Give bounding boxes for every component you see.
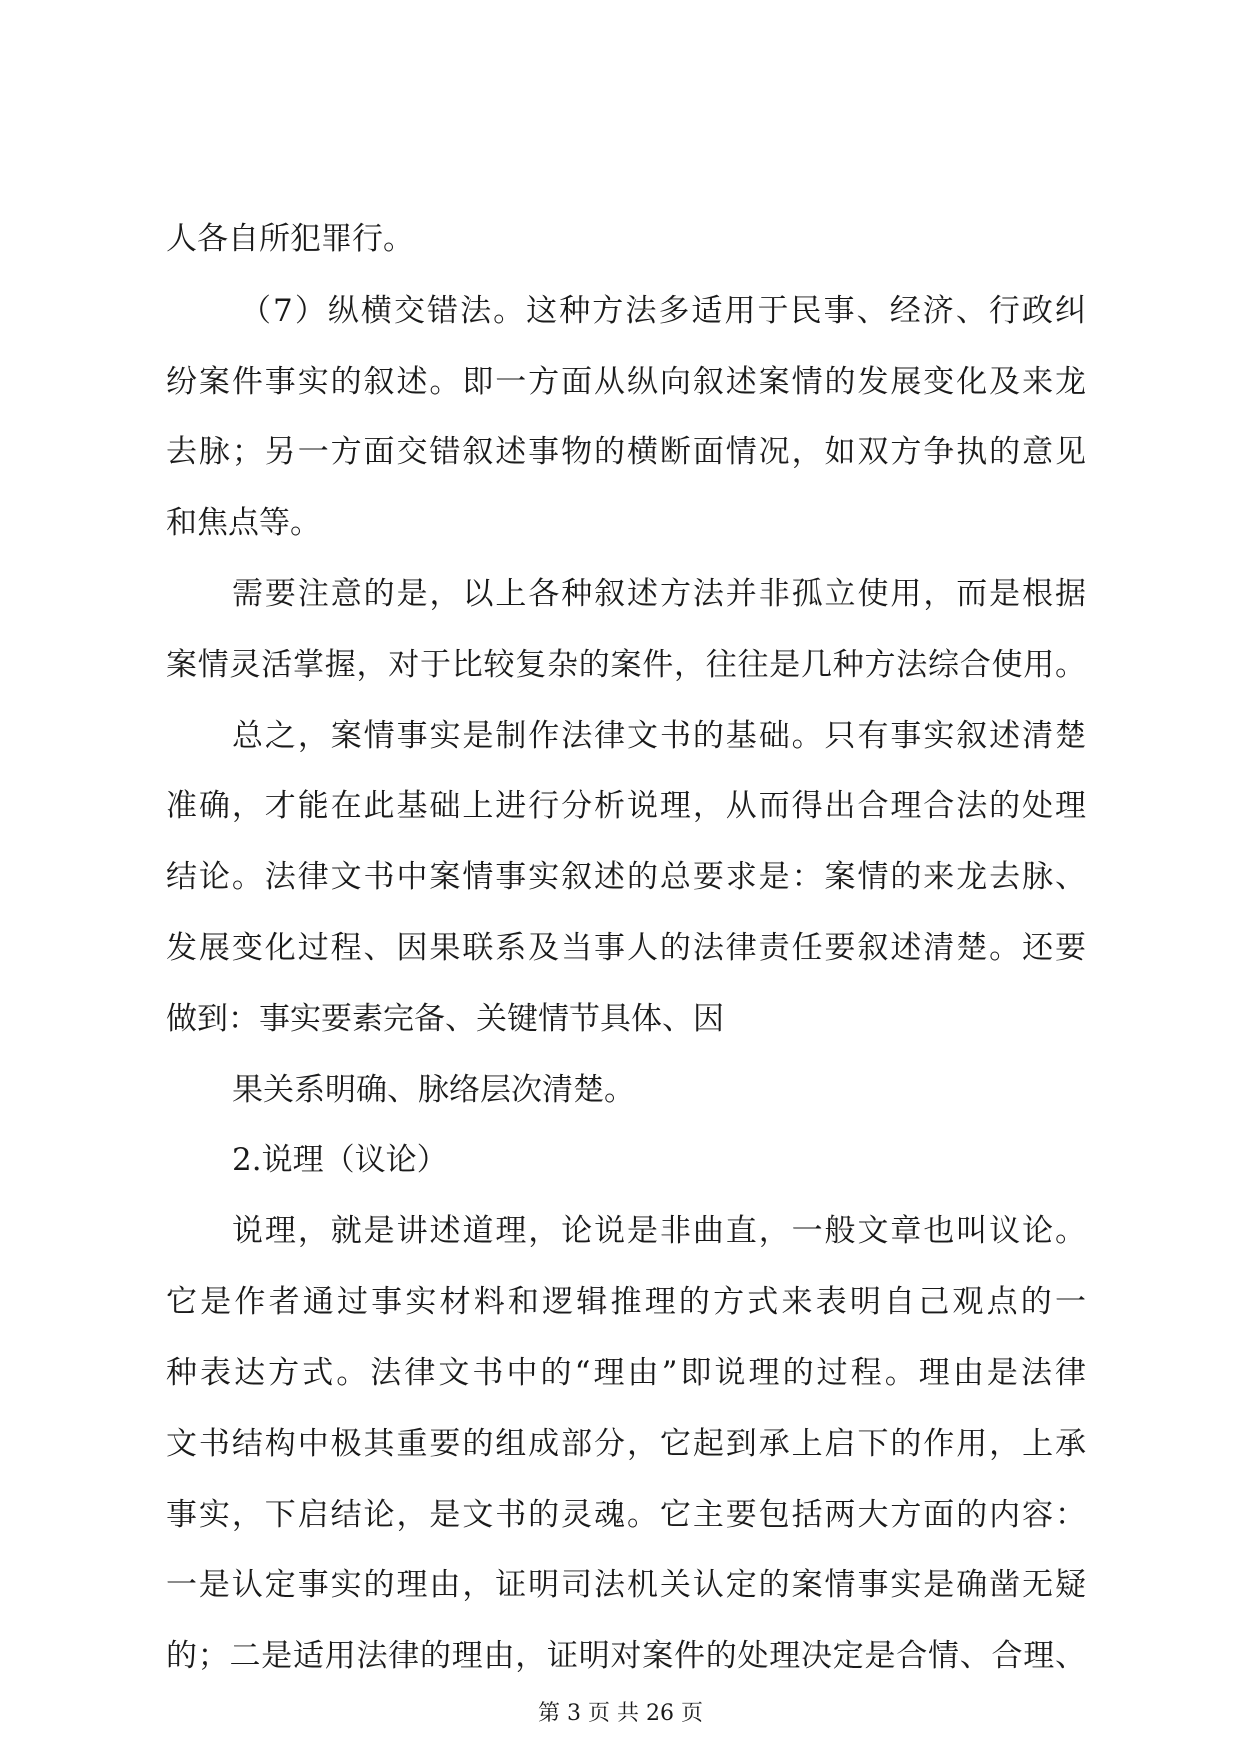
body-line: 人各自所犯罪行。	[166, 221, 414, 257]
body-line: 的；二是适用法律的理由，证明对案件的处理决定是合情、合理、	[166, 1638, 1086, 1674]
body-line: 纷案件事实的叙述。即一方面从纵向叙述案情的发展变化及来龙	[166, 364, 1086, 400]
page-number-footer: 第 3 页 共 26 页	[538, 1701, 703, 1726]
body-line: 准确，才能在此基础上进行分析说理，从而得出合理合法的处理	[166, 788, 1086, 824]
section-heading: 2.说理（议论）	[232, 1142, 448, 1178]
body-line: 结论。法律文书中案情事实叙述的总要求是：案情的来龙去脉、	[166, 859, 1086, 895]
body-line: 种表达方式。法律文书中的“理由”即说理的过程。理由是法律	[166, 1355, 1086, 1391]
body-line: （7）纵横交错法。这种方法多适用于民事、经济、行政纠	[240, 293, 1086, 329]
body-line: 一是认定事实的理由，证明司法机关认定的案情事实是确凿无疑	[166, 1567, 1086, 1603]
body-line: 果关系明确、脉络层次清楚。	[232, 1072, 635, 1108]
body-line: 案情灵活掌握，对于比较复杂的案件，往往是几种方法综合使用。	[166, 647, 1086, 683]
body-line: 说理，就是讲述道理，论说是非曲直，一般文章也叫议论。	[232, 1213, 1086, 1249]
body-line: 事实，下启结论，是文书的灵魂。它主要包括两大方面的内容：	[166, 1497, 1086, 1533]
body-line: 发展变化过程、因果联系及当事人的法律责任要叙述清楚。还要	[166, 930, 1086, 966]
body-line: 需要注意的是，以上各种叙述方法并非孤立使用，而是根据	[232, 576, 1086, 612]
body-line: 文书结构中极其重要的组成部分，它起到承上启下的作用，上承	[166, 1426, 1086, 1462]
body-line: 做到：事实要素完备、关键情节具体、因	[166, 1001, 724, 1037]
body-line: 和焦点等。	[166, 505, 321, 541]
body-line: 去脉；另一方面交错叙述事物的横断面情况，如双方争执的意见	[166, 434, 1086, 470]
body-line: 总之，案情事实是制作法律文书的基础。只有事实叙述清楚	[232, 718, 1086, 754]
body-line: 它是作者通过事实材料和逻辑推理的方式来表明自己观点的一	[166, 1284, 1086, 1320]
